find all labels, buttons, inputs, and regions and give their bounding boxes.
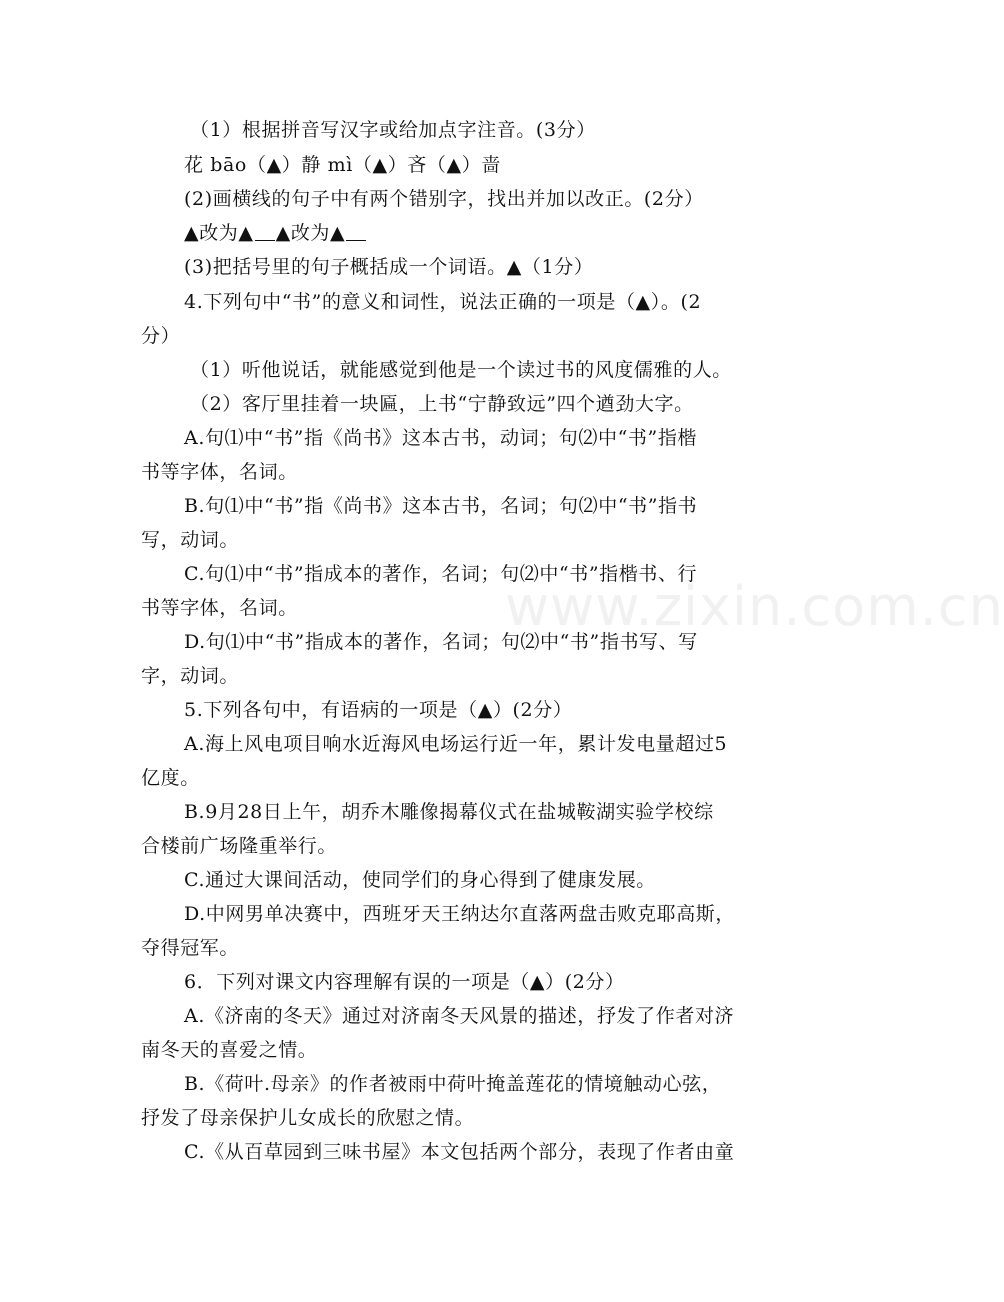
q3-part1: （1）根据拼音写汉字或给加点字注音。(3分） xyxy=(190,119,596,141)
q4-sentence-1: （1）听他说话，就能感觉到他是一个读过书的风度儒雅的人。 xyxy=(190,359,732,381)
q4-sentence-2: （2）客厅里挂着一块匾，上书“宁静致远”四个遒劲大字。 xyxy=(190,393,694,415)
q6-option-b: B.《荷叶.母亲》的作者被雨中荷叶掩盖莲花的情境触动心弦， xyxy=(184,1073,722,1095)
q5-option-b: B.9月28日上午，胡乔木雕像揭幕仪式在盐城鞍湖实验学校综 xyxy=(184,801,714,823)
q4-option-d-cont: 字，动词。 xyxy=(141,665,240,687)
q6-option-a-cont: 南冬天的喜爱之情。 xyxy=(141,1039,318,1061)
q4-stem-cont: 分） xyxy=(141,325,181,347)
q4-option-b-cont: 写，动词。 xyxy=(141,529,240,551)
q4-stem: 4.下列句中“书”的意义和词性，说法正确的一项是（▲）。(2 xyxy=(184,291,702,313)
q3-part3: (3)把括号里的句子概括成一个词语。▲（1分） xyxy=(184,256,594,278)
blank-line xyxy=(255,220,275,241)
q6-stem: 6．下列对课文内容理解有误的一项是（▲）(2分） xyxy=(184,971,625,993)
q5-option-c: C.通过大课间活动，使同学们的身心得到了健康发展。 xyxy=(184,869,656,891)
correction-1: ▲改为▲ xyxy=(184,222,254,244)
q6-option-c: C.《从百草园到三味书屋》本文包括两个部分，表现了作者由童 xyxy=(184,1141,735,1163)
q5-option-d-cont: 夺得冠军。 xyxy=(141,937,240,959)
q4-option-c: C.句⑴中“书”指成本的著作，名词；句⑵中“书”指楷书、行 xyxy=(184,563,698,585)
q5-stem: 5.下列各句中，有语病的一项是（▲）(2分） xyxy=(184,699,573,721)
q3-part2: (2)画横线的句子中有两个错别字，找出并加以改正。(2分） xyxy=(184,188,704,210)
blank-line xyxy=(346,220,366,241)
q3-pinyin-line: 花 bāo（▲）静 mì（▲）吝（▲）啬 xyxy=(184,154,501,176)
q5-option-a-cont: 亿度。 xyxy=(141,767,200,789)
q4-option-a: A.句⑴中“书”指《尚书》这本古书，动词；句⑵中“书”指楷 xyxy=(184,427,698,449)
q5-option-b-cont: 合楼前广场隆重举行。 xyxy=(141,835,338,857)
q4-option-c-cont: 书等字体，名词。 xyxy=(141,597,298,619)
q5-option-d: D.中网男单决赛中，西班牙天王纳达尔直落两盘击败克耶高斯， xyxy=(184,903,735,925)
q5-option-a: A.海上风电项目响水近海风电场运行近一年，累计发电量超过5 xyxy=(184,733,728,755)
q3-correction-line xyxy=(184,216,834,250)
q6-option-b-cont: 抒发了母亲保护儿女成长的欣慰之情。 xyxy=(141,1107,475,1129)
q4-option-d: D.句⑴中“书”指成本的著作，名词；句⑵中“书”指书写、写 xyxy=(184,631,698,653)
watermark: www.zixin.com.cn xyxy=(505,575,1004,638)
correction-2: ▲改为▲ xyxy=(275,222,346,244)
q4-option-a-cont: 书等字体，名词。 xyxy=(141,461,298,483)
q4-option-b: B.句⑴中“书”指《尚书》这本古书，名词；句⑵中“书”指书 xyxy=(184,495,698,517)
q6-option-a: A.《济南的冬天》通过对济南冬天风景的描述，抒发了作者对济 xyxy=(184,1005,735,1027)
